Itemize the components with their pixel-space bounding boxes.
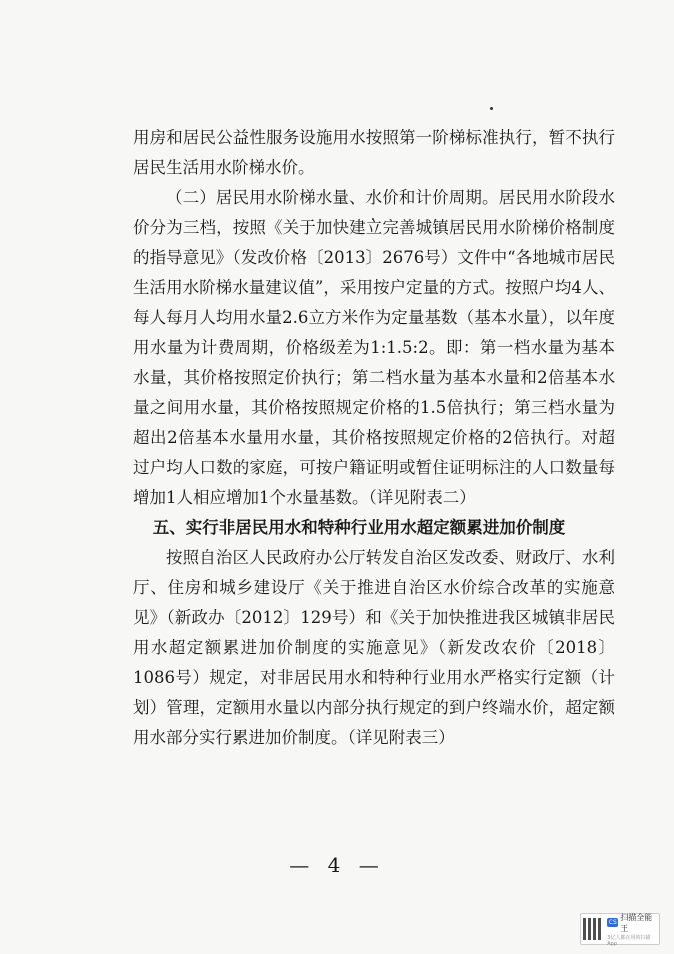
paragraph-non-residential: 按照自治区人民政府办公厅转发自治区发改委、财政厅、水利厅、住房和城乡建设厅《关于推进自治区水价综合改革的实施意见》（新政办〔2012〕129号）和《关于加快推进我区城镇非居民用水超定额累进加价制度的实施意见》（新发改农价〔2018〕1086号）规定，对非居民用水和特种行业用水严格实行定额（计划）管理，定额用水量以内部分执行规定的到户终端水价，超定额用水部分实行累进加价制度。（详见附表三）: [133, 548, 615, 747]
body-text: [133, 123, 615, 753]
section-heading: 五、实行非居民用水和特种行业用水超定额累进加价制度: [152, 518, 566, 537]
scanner-watermark: [580, 913, 660, 945]
paragraph-continuation: 用房和居民公益性服务设施用水按照第一阶梯标准执行，暂不执行居民生活用水阶梯水价。: [133, 128, 615, 177]
watermark-subtitle: 3亿人都在用的扫描App: [607, 934, 651, 947]
qr-code-icon: [583, 918, 603, 940]
page-number: — 4 —: [289, 853, 385, 877]
paragraph-tiered-pricing: （二）居民用水阶梯水量、水价和计价周期。居民用水阶段水价分为三档，按照《关于加快建立完善城镇居民用水阶梯价格制度的指导意见》（发改价格〔2013〕2676号）文件中“各地城市居民生活用水阶梯水量建议值”，采用按户定量的方式。按照户均4人、每人每月人均用水量2.6立方米作为定量基数（基本水量），以年度用水量为计费周期，价格级差为1:1.5:2。即：第一档水量为基本水量，其价格按照定价执行；第二档水量为基本水量和2倍基本水量之间用水量，其价格按照规定价格的1.5倍执行；第三档水量为超出2倍基本水量用水量，其价格按照规定价格的2倍执行。对超过户均人口数的家庭，可按户籍证明或暂住证明标注的人口数量每增加1人相应增加1个水量基数。（详见附表二）: [133, 188, 615, 507]
watermark-app-name: 扫描全能王: [620, 912, 653, 933]
camscanner-logo-icon: CS: [608, 919, 617, 926]
scan-speck: [490, 107, 493, 110]
